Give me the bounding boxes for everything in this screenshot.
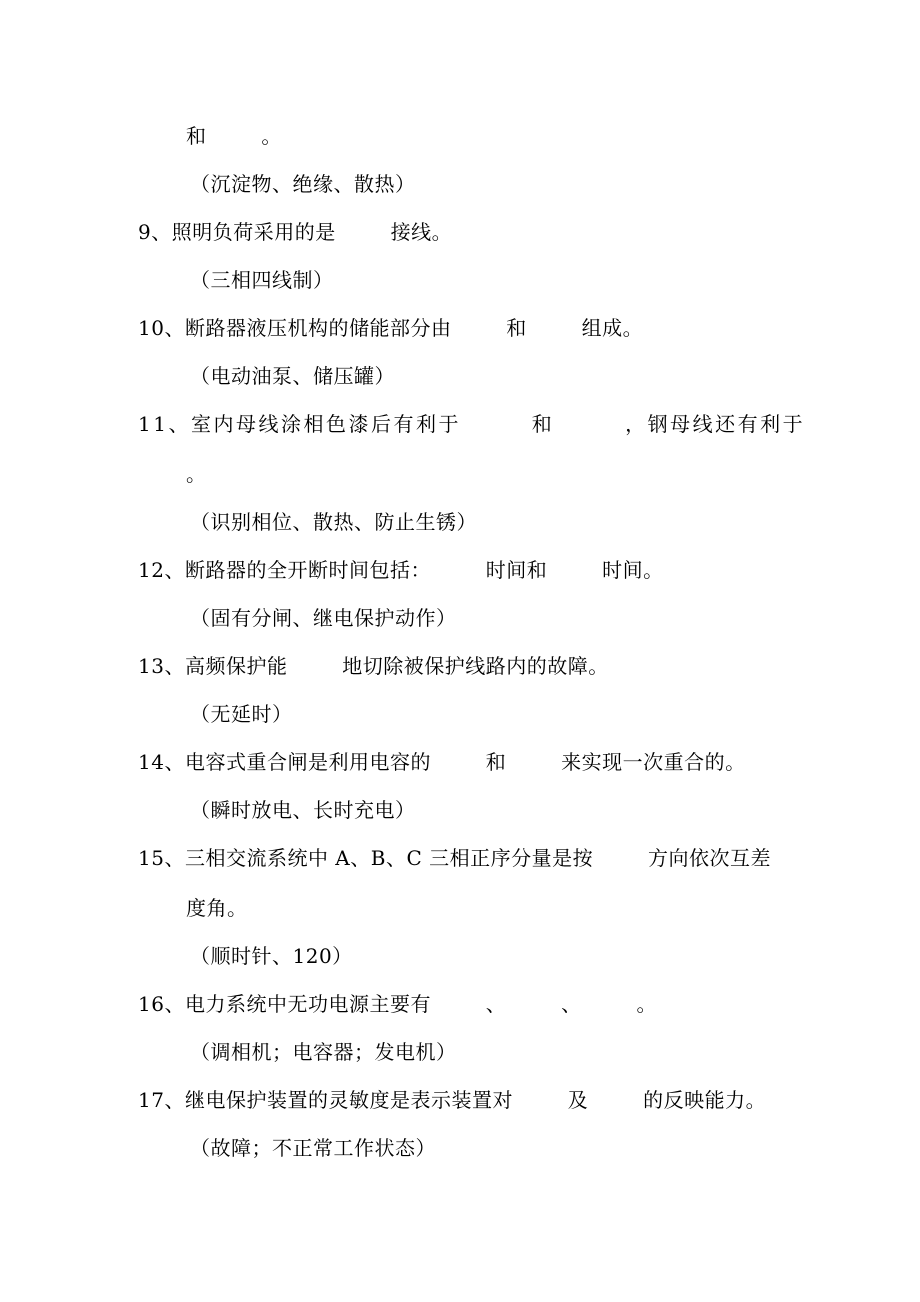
question-line-13: 13、高频保护能 地切除被保护线路内的故障。 <box>138 654 609 678</box>
continuation-line-11: 。 <box>186 462 207 486</box>
answer-line-15: （顺时针、120） <box>190 944 353 968</box>
question-line-10: 10、断路器液压机构的储能部分由 和 组成。 <box>138 316 644 340</box>
continuation-line-8: 和 。 <box>186 124 282 148</box>
continuation-line-15: 度角。 <box>186 896 248 920</box>
question-line-11: 11、室内母线涂相色漆后有利于 和 ，钢母线还有利于 <box>138 412 806 436</box>
answer-line-16: （调相机；电容器；发电机） <box>190 1040 457 1064</box>
answer-line-10: （电动油泵、储压罐） <box>190 364 395 388</box>
answer-line-9: （三相四线制） <box>190 268 334 292</box>
answer-line-17: （故障；不正常工作状态） <box>190 1136 436 1160</box>
answer-line-13: （无延时） <box>190 702 293 726</box>
answer-line-14: （瞬时放电、长时充电） <box>190 798 416 822</box>
answer-line-12: （固有分闸、继电保护动作） <box>190 606 457 630</box>
question-line-15: 15、三相交流系统中 A、B、C 三相正序分量是按 方向依次互差 <box>138 846 771 870</box>
question-line-14: 14、电容式重合闸是利用电容的 和 来实现一次重合的。 <box>138 750 746 774</box>
answer-line-11: （识别相位、散热、防止生锈） <box>190 510 477 534</box>
question-line-12: 12、断路器的全开断时间包括： 时间和 时间。 <box>138 558 664 582</box>
question-line-9: 9、照明负荷采用的是 接线。 <box>138 220 453 244</box>
question-line-17: 17、继电保护装置的灵敏度是表示装置对 及 的反映能力。 <box>138 1088 767 1112</box>
answer-line-8: （沉淀物、绝缘、散热） <box>190 172 416 196</box>
question-line-16: 16、电力系统中无功电源主要有 、 、 。 <box>138 992 658 1016</box>
